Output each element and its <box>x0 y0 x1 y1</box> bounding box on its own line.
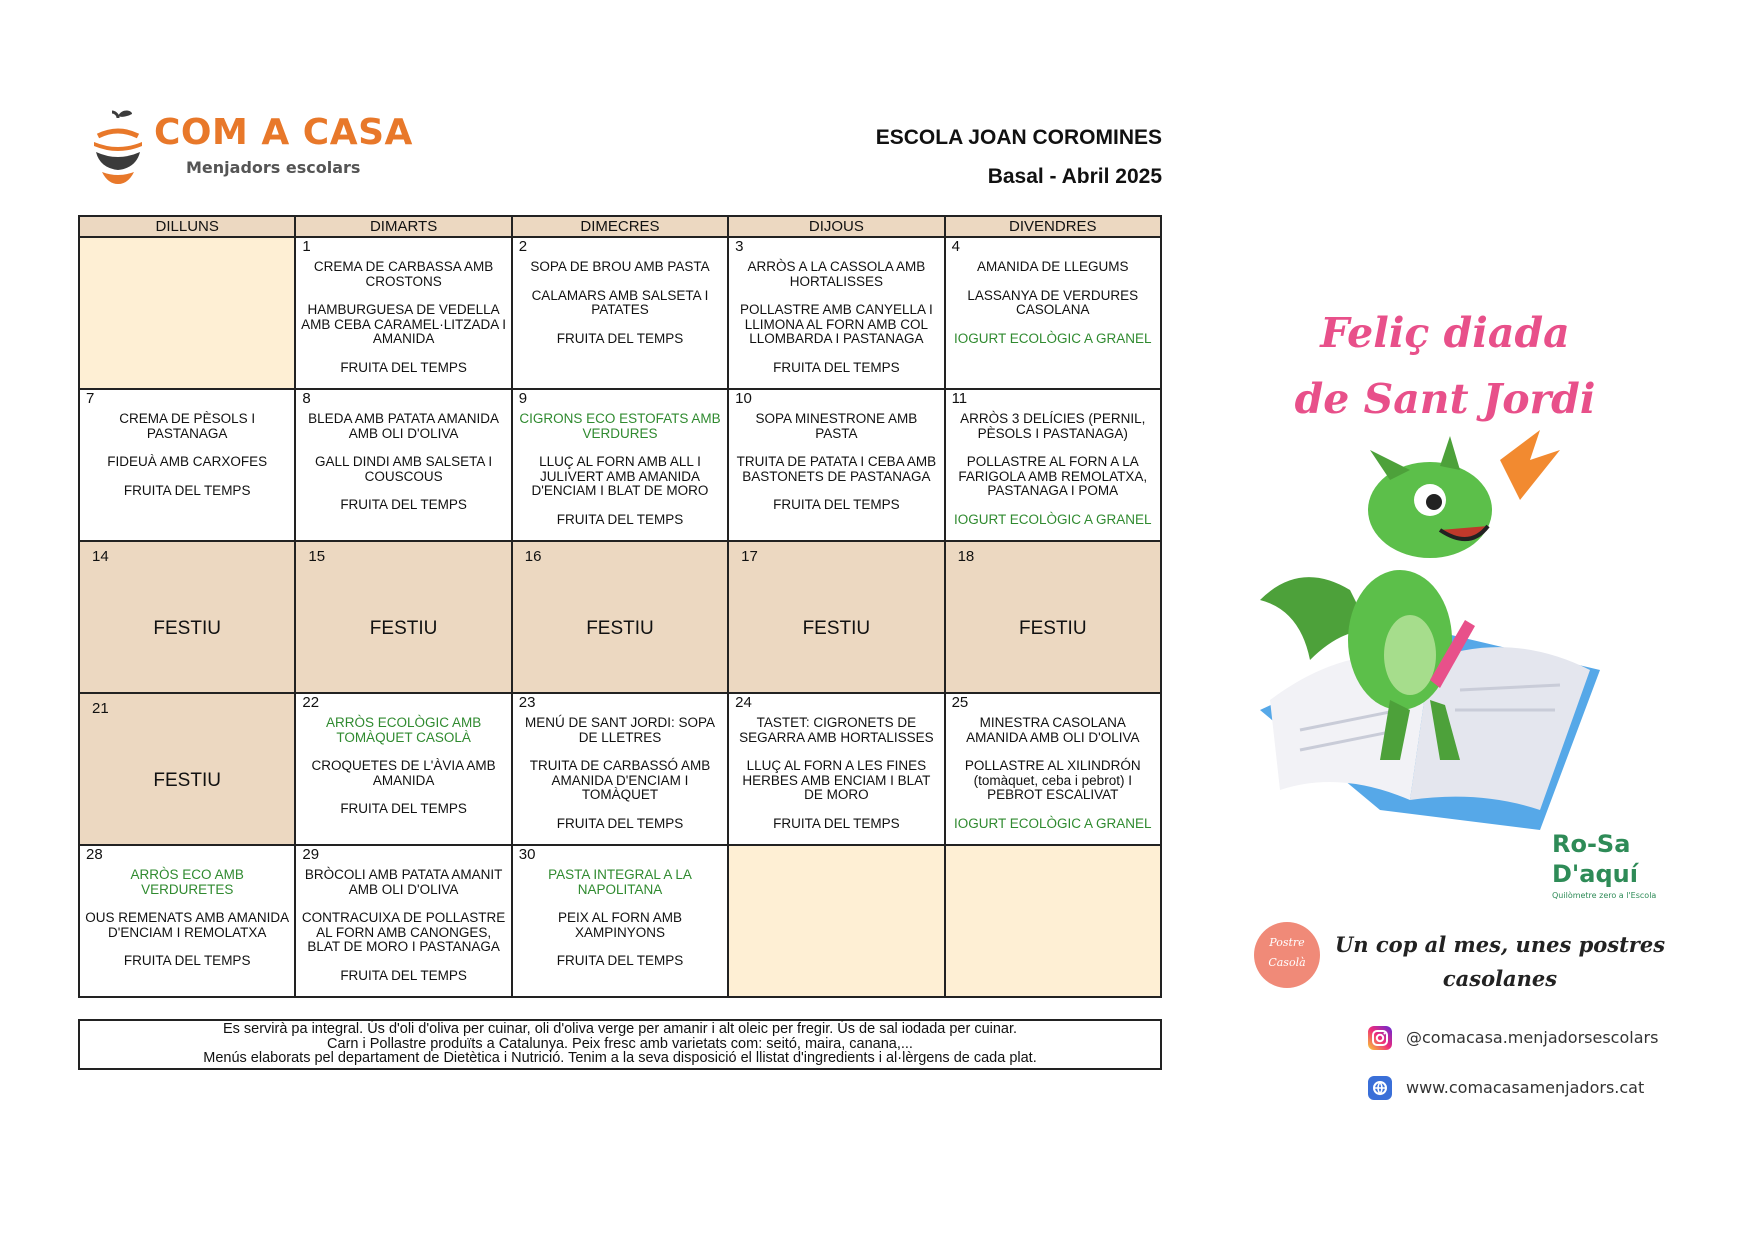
eco-dish: CIGRONS ECO ESTOFATS AMB VERDURES <box>519 411 721 441</box>
dish: BLEDA AMB PATATA AMANIDA AMB OLI D'OLIVA <box>308 411 499 441</box>
holiday-label: FESTIU <box>586 618 654 639</box>
holiday-label: FESTIU <box>153 770 221 791</box>
rosa-logo-line2: D'aquí <box>1552 860 1638 888</box>
sant-jordi-greeting <box>1280 300 1610 432</box>
postres-message <box>1330 928 1670 996</box>
empty-day-cell <box>79 237 295 389</box>
dish: FRUITA DEL TEMPS <box>340 359 467 375</box>
postres-line-2: casolanes <box>1442 966 1558 991</box>
dish: CREMA DE PÈSOLS I PASTANAGA <box>119 411 256 441</box>
website-text: www.comacasamenjadors.cat <box>1406 1078 1645 1097</box>
dish-list <box>296 390 510 513</box>
eco-dish: IOGURT ECOLÒGIC A GRANEL <box>954 815 1152 831</box>
menu-day-cell <box>945 237 1161 389</box>
dish-list <box>729 694 943 831</box>
postres-line-1: Un cop al mes, unes postres <box>1334 932 1666 957</box>
holiday-cell <box>295 541 511 693</box>
holiday-label: FESTIU <box>802 618 871 639</box>
holiday-cell <box>79 541 295 693</box>
week-row <box>79 541 1161 693</box>
day-number: 15 <box>308 548 326 565</box>
day-number: 9 <box>518 390 528 407</box>
dish: FRUITA DEL TEMPS <box>556 815 684 831</box>
dish: FRUITA DEL TEMPS <box>123 953 251 968</box>
day-number: 28 <box>86 846 103 863</box>
dish: FRUITA DEL TEMPS <box>340 497 467 512</box>
rosa-logo-sub: Quilòmetre zero a l'Escola <box>1552 891 1657 900</box>
dish: CALAMARS AMB SALSETA I PATATES <box>531 287 709 317</box>
dish: CONTRACUIXA DE POLLASTRE AL FORN AMB CANONGES, BLAT DE MORO I PASTANAGA <box>301 910 506 954</box>
dish: POLLASTRE AL FORN A LA FARIGOLA AMB REMOLATXA, PASTANAGA I POMA <box>958 454 1148 498</box>
dish-list <box>946 238 1160 346</box>
instagram-text: @comacasa.menjadorsescolars <box>1406 1028 1659 1047</box>
menu-day-cell <box>295 693 511 845</box>
instagram-icon <box>1368 1026 1392 1050</box>
day-number: 23 <box>518 694 536 711</box>
school-name: ESCOLA JOAN COROMINES <box>875 126 1162 149</box>
rosa-logo-line1: Ro-Sa <box>1552 830 1631 858</box>
menu-day-cell <box>728 389 944 541</box>
dish: FRUITA DEL TEMPS <box>773 815 900 831</box>
day-number: 29 <box>302 846 320 863</box>
dish: POLLASTRE AL XILINDRÓN (tomàquet, ceba i pebrot) I PEBROT ESCALIVAT <box>964 758 1141 802</box>
dish: ARRÒS 3 DELÍCIES (PERNIL, PÈSOLS I PASTANAGA) <box>960 411 1146 441</box>
week-row <box>79 693 1161 845</box>
day-number: 14 <box>92 548 109 565</box>
dish-list <box>513 390 727 527</box>
dish-list <box>946 390 1160 527</box>
week-row <box>79 389 1161 541</box>
menu-day-cell <box>512 237 728 389</box>
day-number: 8 <box>302 390 311 407</box>
eco-dish: IOGURT ECOLÒGIC A GRANEL <box>954 511 1152 527</box>
footnote-line: Es servirà pa integral. Ús d'oli d'oliva per cuinar, oli d'oliva verge per amanir i alt oleic per fregir. Ús de sal iodada per cuinar. <box>222 1021 1018 1037</box>
day-number: 25 <box>951 694 969 711</box>
calendar-body <box>79 237 1161 997</box>
menu-day-cell <box>945 389 1161 541</box>
menu-day-cell <box>512 845 728 997</box>
dish: OUS REMENATS AMB AMANIDA D'ENCIAM I REMOLATXA <box>85 910 290 940</box>
day-number: 10 <box>735 390 752 407</box>
dish: CROQUETES DE L'ÀVIA AMB AMANIDA <box>311 758 496 788</box>
week-row <box>79 845 1161 997</box>
dish: FRUITA DEL TEMPS <box>340 801 467 816</box>
holiday-label: FESTIU <box>369 618 438 639</box>
dish-list <box>513 846 727 969</box>
dish: CREMA DE CARBASSA AMB CROSTONS <box>313 259 494 289</box>
eco-dish: IOGURT ECOLÒGIC A GRANEL <box>954 330 1152 346</box>
dish: FRUITA DEL TEMPS <box>556 511 684 527</box>
holiday-cell <box>79 693 295 845</box>
dish-list <box>513 694 727 831</box>
dish: AMANIDA DE LLEGUMS <box>977 259 1129 274</box>
weekday-header: DIJOUS <box>728 216 944 237</box>
dish: POLLASTRE AMB CANYELLA I LLIMONA AL FORN AMB COL LLOMBARDA I PASTANAGA <box>739 302 933 346</box>
dish: PEIX AL FORN AMB XAMPINYONS <box>557 910 682 940</box>
dish-list <box>296 694 510 817</box>
dish-list <box>729 390 943 513</box>
dish-list <box>946 694 1160 831</box>
brand-logo <box>88 108 413 192</box>
website-icon <box>1368 1076 1392 1100</box>
dish: FRUITA DEL TEMPS <box>340 967 467 983</box>
day-number: 1 <box>302 238 311 255</box>
dish: FRUITA DEL TEMPS <box>556 953 684 968</box>
weekday-header: DIMARTS <box>295 216 511 237</box>
week-row <box>79 237 1161 389</box>
holiday-cell <box>512 541 728 693</box>
day-number: 2 <box>518 238 528 255</box>
dish: MINESTRA CASOLANA AMANIDA AMB OLI D'OLIVA <box>966 715 1140 745</box>
dish: LLUÇ AL FORN AMB ALL I JULIVERT AMB AMANIDA D'ENCIAM I BLAT DE MORO <box>531 454 709 498</box>
badge-line-2: Casolà <box>1268 956 1306 969</box>
menu-day-cell <box>945 693 1161 845</box>
dish: FRUITA DEL TEMPS <box>556 330 684 346</box>
weekday-header: DIVENDRES <box>945 216 1161 237</box>
menu-day-cell <box>79 845 295 997</box>
day-number: 21 <box>92 700 109 717</box>
day-number: 4 <box>951 238 960 255</box>
dish: SOPA DE BROU AMB PASTA <box>530 259 710 274</box>
dish: HAMBURGUESA DE VEDELLA AMB CEBA CARAMEL·LITZADA I AMANIDA <box>301 302 506 346</box>
dish-list <box>296 846 510 983</box>
menu-calendar <box>78 215 1162 998</box>
greeting-line-2: de Sant Jordi <box>1294 375 1596 423</box>
dish: BRÒCOLI AMB PATATA AMANIT AMB OLI D'OLIVA <box>304 867 503 897</box>
menu-day-cell <box>728 237 944 389</box>
eco-dish: ARRÒS ECOLÒGIC AMB TOMÀQUET CASOLÀ <box>325 715 482 745</box>
day-number: 16 <box>524 548 542 565</box>
footnote-line: Carn i Pollastre produïts a Catalunya. Peix fresc amb varietats com: seitó, maira, canana,... <box>327 1035 913 1052</box>
dragon-book-illustration <box>1240 430 1620 870</box>
day-number: 7 <box>86 390 95 407</box>
empty-day-cell <box>945 845 1161 997</box>
menu-day-cell <box>295 237 511 389</box>
menu-day-cell <box>79 389 295 541</box>
eco-dish: ARRÒS ECO AMB VERDURETES <box>130 867 244 897</box>
day-number: 18 <box>957 548 975 565</box>
day-number: 22 <box>302 694 320 711</box>
menu-day-cell <box>728 693 944 845</box>
dish: ARRÒS A LA CASSOLA AMB HORTALISSES <box>747 259 926 289</box>
weekday-header: DIMECRES <box>512 216 728 237</box>
dish: GALL DINDI AMB SALSETA I COUSCOUS <box>315 454 493 484</box>
dish-list <box>80 390 294 498</box>
menu-day-cell <box>295 389 511 541</box>
brand-name: COM A CASA <box>154 112 413 153</box>
footnote-line: Menús elaborats pel departament de Dietètica i Nutrició. Tenim a la seva disposició el llistat d'ingredients i al·lèrgens de cada plat. <box>203 1050 1037 1066</box>
empty-day-cell <box>728 845 944 997</box>
dish: FRUITA DEL TEMPS <box>773 497 900 512</box>
dish-list <box>296 238 510 375</box>
dish-list <box>80 846 294 969</box>
holiday-label: FESTIU <box>1019 618 1087 639</box>
dish: FRUITA DEL TEMPS <box>123 482 251 498</box>
day-number: 24 <box>735 694 752 711</box>
holiday-label: FESTIU <box>153 618 221 639</box>
menu-footnotes <box>78 1019 1162 1070</box>
holiday-cell <box>728 541 944 693</box>
dish: FIDEUÀ AMB CARXOFES <box>107 454 268 469</box>
dish: LASSANYA DE VERDURES CASOLANA <box>967 287 1139 317</box>
dish: TRUITA DE CARBASSÓ AMB AMANIDA D'ENCIAM I TOMÀQUET <box>529 758 711 802</box>
holiday-cell <box>945 541 1161 693</box>
dish: TASTET: CIGRONETS DE SEGARRA AMB HORTALISSES <box>739 715 934 745</box>
day-number: 11 <box>951 390 968 407</box>
dish: TRUITA DE PATATA I CEBA AMB BASTONETS DE PASTANAGA <box>736 454 937 484</box>
menu-day-cell <box>512 693 728 845</box>
dish: MENÚ DE SANT JORDI: SOPA DE LLETRES <box>524 715 715 745</box>
eco-dish: PASTA INTEGRAL A LA NAPOLITANA <box>548 867 692 897</box>
badge-line-1: Postre <box>1269 936 1305 949</box>
menu-period: Basal - Abril 2025 <box>987 165 1162 188</box>
menu-day-cell <box>295 845 511 997</box>
weekday-header-row <box>79 216 1161 237</box>
dish-list <box>729 238 943 375</box>
weekday-header: DILLUNS <box>79 216 295 237</box>
dish: FRUITA DEL TEMPS <box>773 359 900 375</box>
dish: LLUÇ AL FORN A LES FINES HERBES AMB ENCIAM I BLAT DE MORO <box>742 758 931 802</box>
dish: SOPA MINESTRONE AMB PASTA <box>755 411 918 441</box>
day-number: 30 <box>518 846 536 863</box>
greeting-line-1: Feliç diada <box>1320 309 1570 357</box>
rosa-daqui-logo <box>1548 822 1658 902</box>
day-number: 3 <box>735 238 744 255</box>
bowl-logo-icon <box>88 108 148 192</box>
postres-casola-badge <box>1254 922 1320 988</box>
brand-subtitle: Menjadors escolars <box>186 158 361 177</box>
dish-list <box>513 238 727 346</box>
day-number: 17 <box>741 548 758 565</box>
menu-day-cell <box>512 389 728 541</box>
